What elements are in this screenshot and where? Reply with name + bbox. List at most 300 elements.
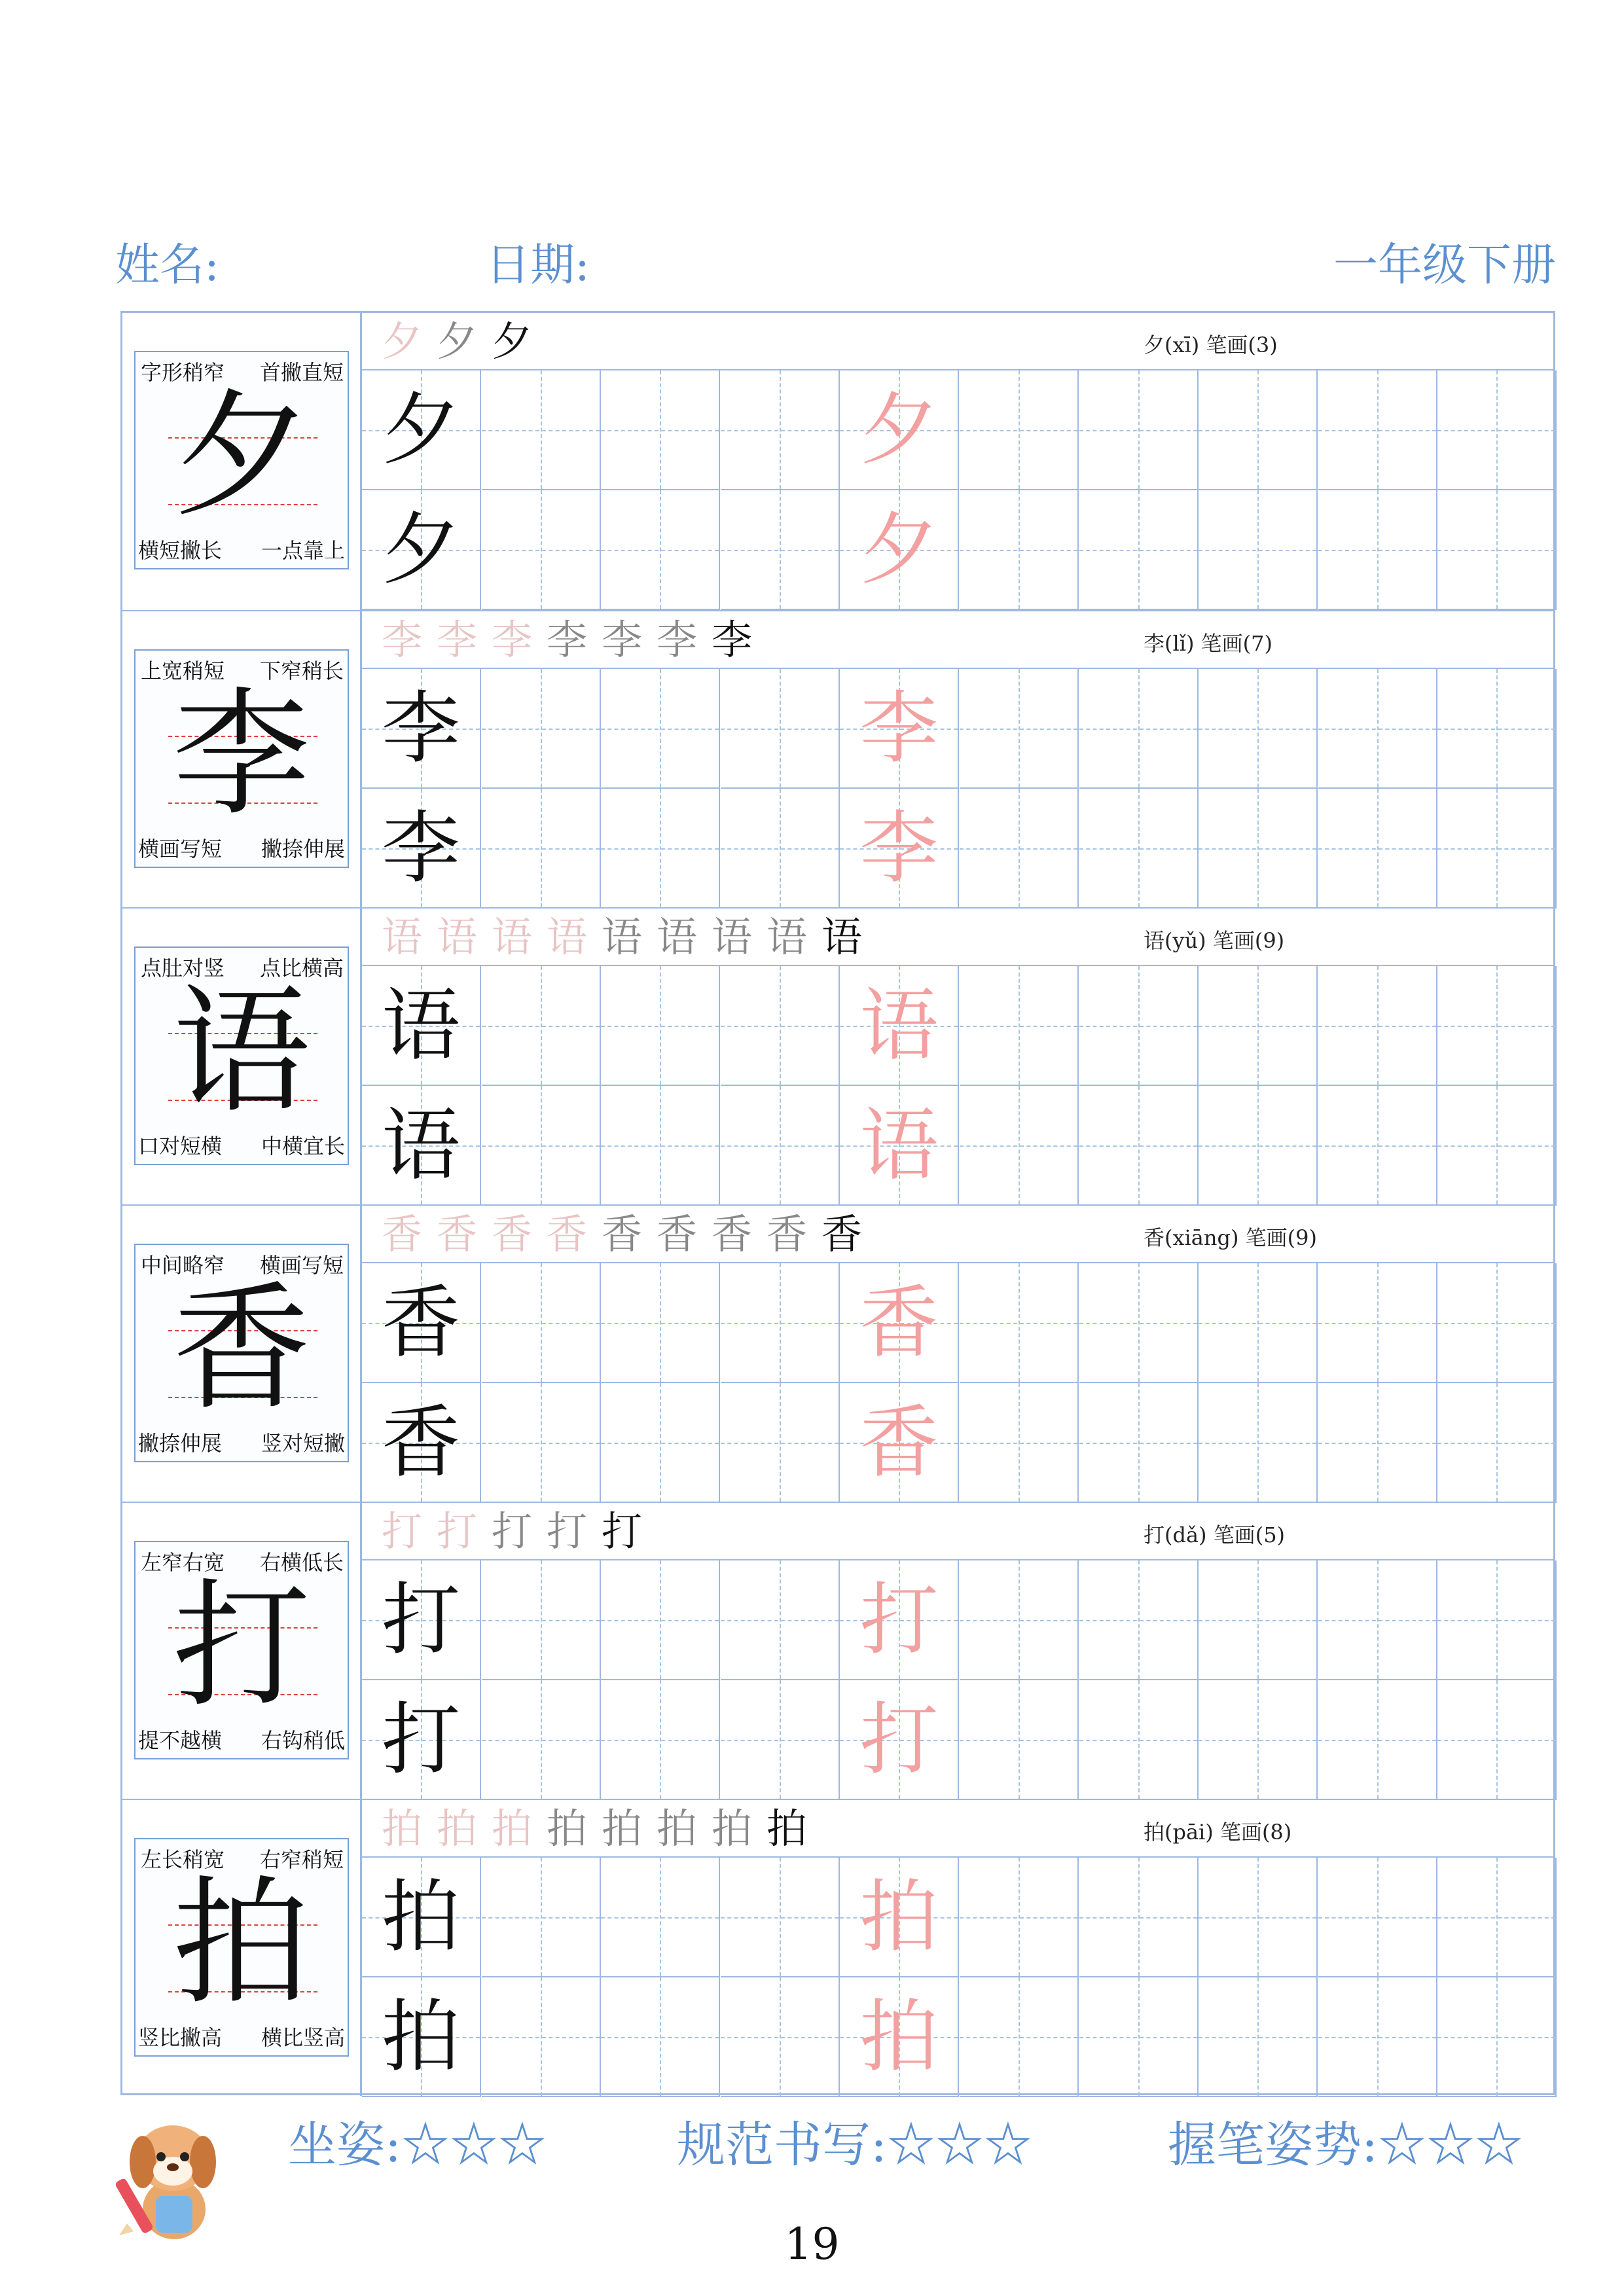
trace-character: 夕 [859,505,939,596]
practice-cell[interactable] [840,370,959,490]
trace-character: 李 [859,683,939,774]
stroke-order-step: 语 [602,913,643,961]
stroke-order-step: 拍 [712,1805,753,1852]
writing-tip: 右横低长 [259,1550,344,1575]
character-info: 语(yǔ) 笔画(9) [1144,928,1285,953]
writing-tip: 竖比撇高 [138,2025,223,2050]
sample-character: 语 [382,981,460,1072]
practice-cell[interactable] [721,1560,840,1680]
sample-character: 香 [382,1397,460,1488]
cell-guide [601,1026,719,1027]
practice-cell[interactable] [1199,1858,1318,1977]
practice-cell[interactable] [721,1383,840,1503]
stroke-order-step: 拍 [602,1805,643,1852]
stroke-order-row [362,611,1553,669]
practice-cell[interactable] [1079,669,1199,789]
cell-guide [1079,1740,1197,1741]
cell-guide [1199,1740,1316,1741]
practice-cell[interactable] [601,669,720,789]
trace-character: 打 [859,1575,939,1666]
writing-tip: 左长稍宽 [141,1847,225,1872]
stroke-order-step: 拍 [657,1805,698,1852]
analysis-card [134,649,349,868]
cell-guide [1199,729,1316,730]
practice-cell[interactable] [1079,966,1199,1086]
practice-cell[interactable] [1318,370,1437,490]
cell-guide [721,848,839,850]
cell-guide [601,1917,719,1919]
cell-guide [1199,1323,1316,1324]
practice-cell[interactable] [601,1977,720,2097]
cell-guide [960,1443,1077,1444]
stroke-order-step: 语 [767,913,808,961]
writing-tip: 中横宜长 [261,1134,345,1159]
name-label: 姓名: [115,240,219,291]
practice-cell[interactable] [721,1086,840,1206]
writing-tip: 口对短横 [138,1134,223,1159]
practice-cell[interactable] [960,1680,1079,1800]
practice-cell[interactable] [601,966,720,1086]
practice-cell[interactable] [840,789,959,909]
stroke-order-step: 打 [492,1507,533,1555]
stroke-order-step: 拍 [492,1805,533,1852]
stroke-order-step: 打 [602,1507,643,1555]
practice-cell[interactable] [1199,669,1318,789]
practice-cell[interactable] [482,789,601,909]
practice-cell[interactable] [960,1560,1079,1680]
practice-cell[interactable] [1437,490,1557,610]
writing-tip: 点比横高 [259,956,344,981]
cell-guide [1079,1443,1197,1444]
stroke-order-step: 打 [437,1507,478,1555]
practice-cell[interactable] [1079,1858,1199,1977]
cell-guide [1318,1145,1436,1147]
practice-cell[interactable] [960,1263,1079,1383]
cell-guide [721,1026,839,1027]
practice-cell[interactable] [1318,1680,1437,1800]
cell-guide [1199,1145,1316,1147]
stroke-order-step: 语 [492,913,533,961]
practice-cell[interactable] [1199,490,1318,610]
practice-cell[interactable] [482,1977,601,2097]
practice-cell[interactable] [1318,1560,1437,1680]
cell-guide [1437,848,1555,850]
practice-cell[interactable] [960,1383,1079,1503]
structure-analysis [122,1503,362,1799]
practice-cell[interactable] [1437,789,1557,909]
cell-guide [1437,1620,1555,1621]
stroke-order-step: 夕 [437,317,478,365]
practice-cell[interactable] [1318,1977,1437,2097]
practice-cell[interactable] [1079,1086,1199,1206]
model-character: 香 [172,1269,310,1429]
trace-character: 香 [859,1397,939,1488]
cell-guide [960,1145,1077,1147]
writing-tip: 点肚对竖 [141,956,225,981]
cell-guide [1437,729,1555,730]
cell-guide [1079,1026,1197,1027]
character-info: 李(lǐ) 笔画(7) [1144,631,1272,656]
cell-guide [1318,430,1436,431]
stroke-order-step: 拍 [767,1805,808,1852]
practice-cell[interactable] [601,1680,720,1800]
stroke-order-step: 香 [657,1210,698,1258]
sample-character: 拍 [382,1992,460,2083]
cell-guide [482,1026,600,1027]
stroke-order-row [362,1206,1553,1263]
cell-guide [1199,1443,1316,1444]
practice-cell[interactable] [1079,370,1199,490]
character-section [122,907,1553,1204]
stroke-order-row [362,313,1553,370]
practice-cell[interactable] [482,1858,601,1977]
practice-cell[interactable] [960,1977,1079,2097]
model-character: 打 [172,1566,310,1726]
cell-guide [601,848,719,850]
cell-guide [1437,1026,1555,1027]
structure-analysis [122,909,362,1204]
trace-character: 拍 [859,1872,939,1963]
practice-cell[interactable] [1318,966,1437,1086]
practice-cell[interactable] [960,1086,1079,1206]
practice-cell[interactable] [482,490,601,610]
stroke-order-step: 李 [437,616,478,664]
page-number: 19 [784,2219,840,2269]
sample-character: 夕 [382,505,460,596]
practice-cell[interactable] [1318,490,1437,610]
cell-guide [601,1443,719,1444]
analysis-card [134,1838,349,2057]
character-info: 拍(pāi) 笔画(8) [1144,1820,1292,1845]
character-section [122,1204,1553,1502]
practice-cell[interactable] [721,370,840,490]
structure-analysis [122,1206,362,1502]
character-section [122,610,1553,907]
cell-guide [1318,729,1436,730]
practice-cell[interactable] [840,1560,959,1680]
writing-tip: 左窄右宽 [141,1550,225,1575]
cell-guide [721,1917,839,1919]
cell-guide [960,848,1077,850]
character-info: 夕(xī) 笔画(3) [1144,333,1278,357]
practice-cell[interactable] [362,669,481,789]
cell-guide [1079,729,1197,730]
practice-cell[interactable] [362,1680,481,1800]
practice-cell[interactable] [960,789,1079,909]
practice-cell[interactable] [482,1560,601,1680]
character-info: 香(xiāng) 笔画(9) [1144,1225,1317,1250]
stroke-order-step: 李 [382,616,423,664]
stroke-order-step: 香 [602,1210,643,1258]
stroke-order-step: 香 [382,1210,423,1258]
stroke-order-step: 香 [437,1210,478,1258]
practice-cell[interactable] [482,1263,601,1383]
practice-cell[interactable] [840,1086,959,1206]
practice-grid [120,311,1555,2095]
stroke-order-step: 语 [382,913,423,961]
practice-cell[interactable] [721,1977,840,2097]
practice-cell[interactable] [840,1263,959,1383]
practice-cell[interactable] [840,966,959,1086]
cell-guide [482,1323,600,1324]
stroke-order-step: 香 [821,1210,863,1258]
cell-guide [1437,1145,1555,1147]
practice-cell[interactable] [1199,1680,1318,1800]
practice-cell[interactable] [362,789,481,909]
structure-analysis [122,313,362,610]
practice-cell[interactable] [1079,1977,1199,2097]
practice-cell[interactable] [1437,1680,1557,1800]
practice-cell[interactable] [1199,789,1318,909]
practice-cell[interactable] [1318,1383,1437,1503]
practice-cell[interactable] [840,490,959,610]
practice-cell[interactable] [1199,1383,1318,1503]
stroke-order-row [362,1800,1553,1858]
cell-guide [1437,1443,1555,1444]
practice-cell[interactable] [721,1263,840,1383]
structure-analysis [122,1800,362,2096]
practice-cell[interactable] [1199,966,1318,1086]
stroke-order-step: 香 [767,1210,808,1258]
practice-cell[interactable] [601,1086,720,1206]
practice-cell[interactable] [960,370,1079,490]
practice-cell[interactable] [1079,1680,1199,1800]
practice-cell[interactable] [362,966,481,1086]
cell-guide [1318,1917,1436,1919]
cell-guide [482,1740,600,1741]
sample-character: 打 [382,1695,460,1786]
practice-cell[interactable] [721,1858,840,1977]
practice-cell[interactable] [482,966,601,1086]
cell-guide [1437,430,1555,431]
practice-cell[interactable] [1079,1383,1199,1503]
practice-cell[interactable] [482,1383,601,1503]
cell-guide [1079,1323,1197,1324]
sample-character: 打 [382,1575,460,1666]
sample-character: 李 [382,803,460,894]
cell-guide [1318,1026,1436,1027]
practice-cell[interactable] [1437,966,1557,1086]
cell-guide [1437,550,1555,551]
practice-cell[interactable] [960,490,1079,610]
practice-cell[interactable] [482,1680,601,1800]
practice-cell[interactable] [1199,1977,1318,2097]
practice-cell[interactable] [721,669,840,789]
practice-cell[interactable] [1437,370,1557,490]
stroke-order-step: 香 [712,1210,753,1258]
cell-guide [960,1917,1077,1919]
cell-guide [601,1145,719,1147]
cell-guide [601,1620,719,1621]
cell-guide [1318,1323,1436,1324]
cell-guide [482,1917,600,1919]
practice-cell[interactable] [362,490,481,610]
cell-guide [482,550,600,551]
practice-cell[interactable] [721,490,840,610]
cell-guide [1199,1917,1316,1919]
practice-cell[interactable] [1079,1560,1199,1680]
practice-cell[interactable] [482,669,601,789]
practice-cell[interactable] [840,1383,959,1503]
trace-character: 语 [859,1100,939,1191]
stroke-order-step: 拍 [547,1805,588,1852]
cell-guide [960,1740,1077,1741]
analysis-card [134,946,349,1165]
cell-guide [721,1145,839,1147]
cell-guide [1079,1917,1197,1919]
model-character: 夕 [172,376,310,536]
cell-guide [1079,1620,1197,1621]
practice-cell[interactable] [362,1383,481,1503]
cell-guide [1079,550,1197,551]
cell-guide [482,1145,600,1147]
practice-cell[interactable] [601,1858,720,1977]
practice-cell[interactable] [1437,1560,1557,1680]
cell-guide [960,2037,1077,2038]
practice-cell[interactable] [601,370,720,490]
sample-character: 夕 [382,385,460,476]
stroke-order-row [362,909,1553,966]
practice-cell[interactable] [601,1263,720,1383]
practice-cell[interactable] [721,789,840,909]
stroke-order-step: 语 [712,913,753,961]
stroke-order-row [362,1503,1553,1560]
cell-guide [721,1323,839,1324]
writing-tip: 中间略窄 [141,1253,225,1278]
practice-cell[interactable] [1318,1263,1437,1383]
cell-guide [1437,1740,1555,1741]
stroke-order-step: 夕 [492,317,533,365]
cell-guide [960,1620,1077,1621]
cell-guide [482,1620,600,1621]
cell-guide [1437,1323,1555,1324]
trace-character: 拍 [859,1992,939,2083]
cell-guide [1199,1026,1316,1027]
character-section [122,1799,1553,2096]
model-character: 语 [172,971,310,1132]
cell-guide [721,550,839,551]
practice-cell[interactable] [482,1086,601,1206]
practice-cell[interactable] [601,1383,720,1503]
practice-cell[interactable] [601,490,720,610]
practice-cell[interactable] [1437,1263,1557,1383]
stroke-order-step: 语 [547,913,588,961]
cell-guide [482,848,600,850]
practice-cell[interactable] [1318,1086,1437,1206]
practice-cell[interactable] [1079,1263,1199,1383]
book-label: 一年级下册 [1333,240,1556,291]
trace-character: 香 [859,1278,939,1369]
practice-cell[interactable] [362,1086,481,1206]
practice-cell[interactable] [721,1680,840,1800]
cell-guide [1318,550,1436,551]
practice-cell[interactable] [960,1858,1079,1977]
date-label: 日期: [486,240,590,291]
practice-cell[interactable] [362,370,481,490]
practice-cell[interactable] [1318,789,1437,909]
cell-guide [1318,2037,1436,2038]
cell-guide [721,2037,839,2038]
cell-guide [1079,1145,1197,1147]
cell-guide [1318,1443,1436,1444]
cell-guide [1318,1740,1436,1741]
writing-tip: 横比竖高 [261,2025,345,2050]
stroke-order-step: 李 [492,616,533,664]
practice-cell[interactable] [960,966,1079,1086]
practice-cell[interactable] [1318,669,1437,789]
cell-guide [1318,848,1436,850]
practice-cell[interactable] [1199,1560,1318,1680]
cell-guide [482,430,600,431]
practice-cell[interactable] [601,789,720,909]
cell-guide [601,2037,719,2038]
practice-cell[interactable] [721,966,840,1086]
practice-cell[interactable] [362,1263,481,1383]
practice-cell[interactable] [1199,1263,1318,1383]
practice-cell[interactable] [1437,1086,1557,1206]
writing-tip: 撇捺伸展 [261,837,345,861]
practice-cell[interactable] [1199,370,1318,490]
cell-guide [482,2037,600,2038]
stroke-order-step: 李 [657,616,698,664]
cell-guide [1199,550,1316,551]
practice-cell[interactable] [840,669,959,789]
practice-cell[interactable] [601,1560,720,1680]
practice-cell[interactable] [840,1977,959,2097]
practice-cell[interactable] [362,1977,481,2097]
cell-guide [1437,1917,1555,1919]
stroke-order-step: 语 [437,913,478,961]
writing-tip: 上宽稍短 [141,658,225,683]
stroke-order-step: 香 [492,1210,533,1258]
writing-tip: 字形稍窄 [141,360,225,385]
stroke-order-step: 李 [712,616,753,664]
cell-guide [721,1740,839,1741]
analysis-card [134,1541,349,1759]
trace-character: 打 [859,1695,939,1786]
writing-tip: 提不越横 [138,1728,223,1753]
practice-cell[interactable] [1318,1858,1437,1977]
practice-cell[interactable] [1437,1858,1557,1977]
stroke-order-step: 李 [547,616,588,664]
sitting-posture-rating: 坐姿:☆☆☆ [288,2117,547,2173]
trace-character: 语 [859,981,939,1072]
practice-cell[interactable] [960,669,1079,789]
cell-guide [721,430,839,431]
practice-cell[interactable] [1437,669,1557,789]
trace-character: 李 [859,803,939,894]
practice-cell[interactable] [840,1680,959,1800]
cell-guide [601,550,719,551]
cell-guide [960,1323,1077,1324]
cell-guide [1199,2037,1316,2038]
practice-cell[interactable] [1437,1977,1557,2097]
practice-cell[interactable] [1079,490,1199,610]
writing-rating: 规范书写:☆☆☆ [677,2117,1032,2173]
practice-cell[interactable] [1437,1383,1557,1503]
practice-cell[interactable] [840,1858,959,1977]
cell-guide [601,430,719,431]
stroke-order-step: 拍 [437,1805,478,1852]
practice-cell[interactable] [362,1858,481,1977]
writing-tip: 右钩稍低 [261,1728,345,1753]
practice-cell[interactable] [362,1560,481,1680]
cell-guide [601,729,719,730]
practice-cell[interactable] [1079,789,1199,909]
practice-cell[interactable] [1199,1086,1318,1206]
cell-guide [1318,1620,1436,1621]
practice-cell[interactable] [482,370,601,490]
